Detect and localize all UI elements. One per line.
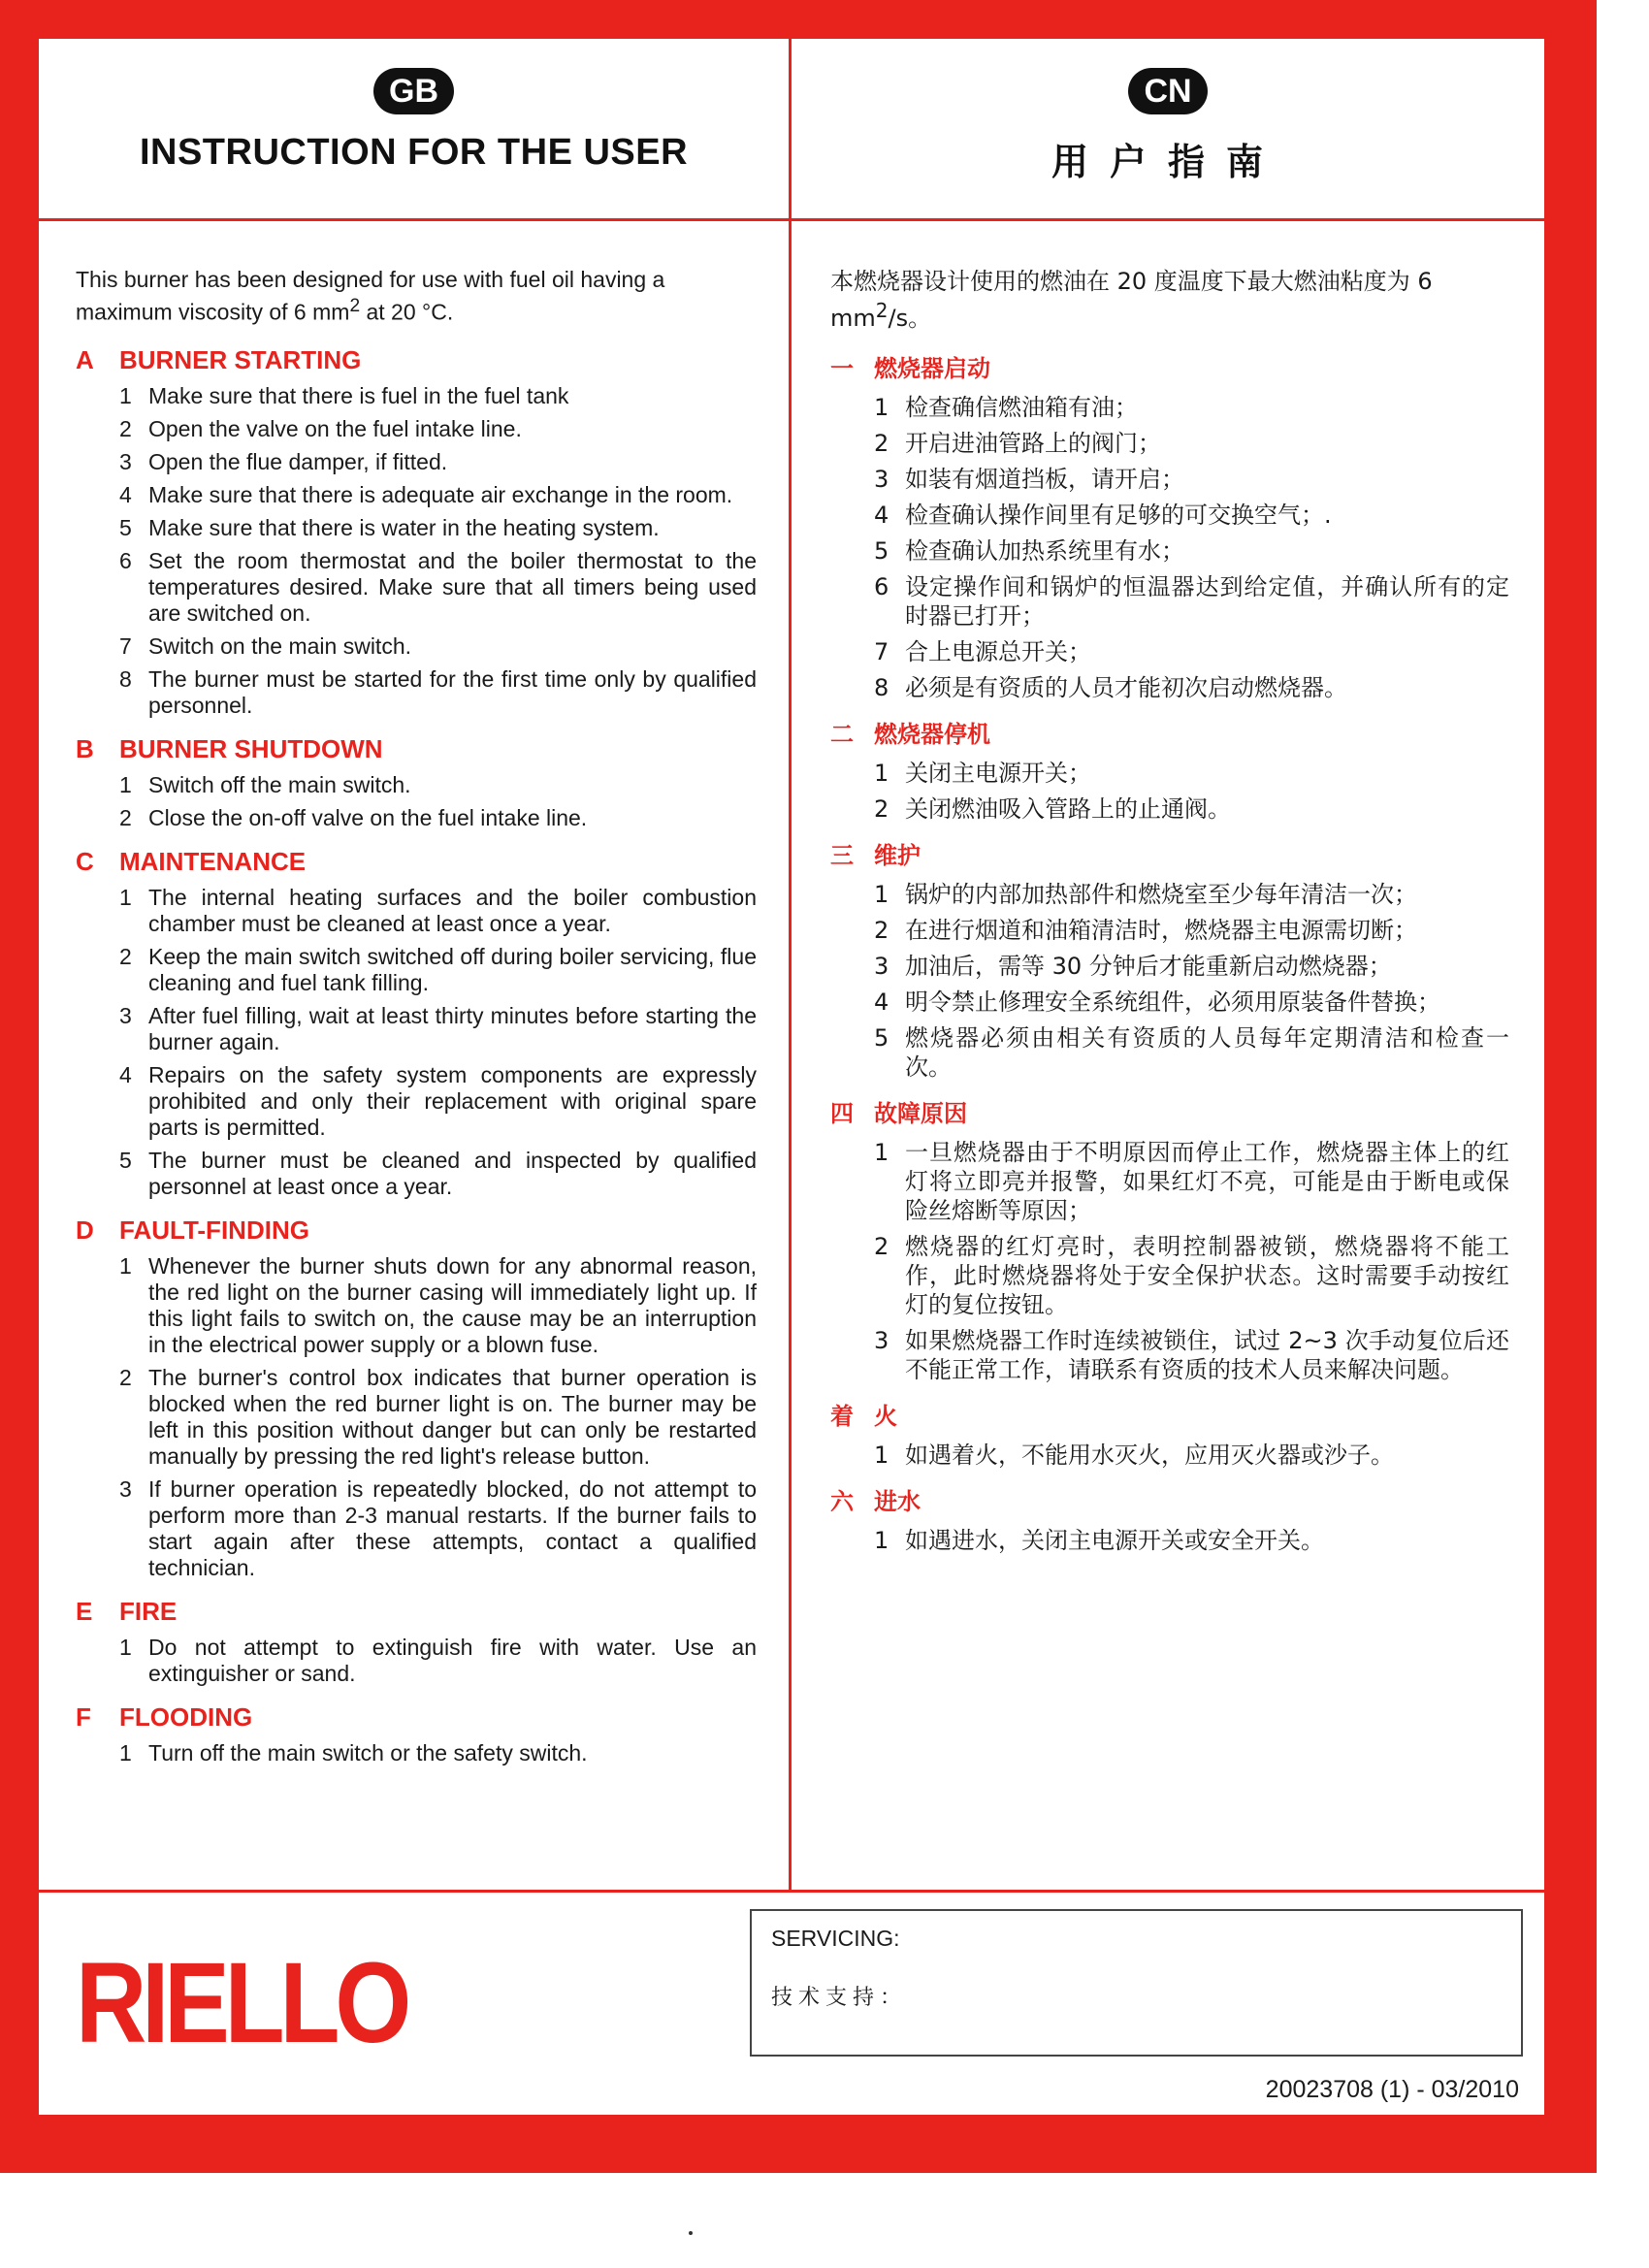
gb-badge: GB	[373, 68, 454, 114]
section-heading	[830, 720, 1509, 749]
item-text: The burner must be started for the first time only by qualified personnel.	[148, 665, 757, 718]
list-item	[830, 393, 1509, 422]
section-title: BURNER STARTING	[119, 344, 362, 374]
list-item	[830, 1526, 1509, 1555]
item-number: 5	[119, 514, 132, 540]
english-intro	[76, 267, 757, 326]
chinese-body	[830, 267, 1509, 1572]
item-text: 锅炉的内部加热部件和燃烧室至少每年清洁一次；	[905, 881, 1417, 908]
item-text: 在进行烟道和油箱清洁时，燃烧器主电源需切断；	[905, 917, 1417, 944]
footer-divider	[39, 1890, 1544, 1893]
list-item	[76, 666, 757, 719]
section-title: FLOODING	[119, 1701, 253, 1732]
list-item	[830, 465, 1509, 494]
section	[830, 354, 1509, 702]
list-item	[830, 501, 1509, 530]
section-letter: 六	[830, 1488, 854, 1515]
item-text: Close the on-off valve on the fuel intake line.	[148, 804, 588, 830]
item-text: Whenever the burner shuts down for any abnormal reason, the red light on the burner casing will immediately light up. If this light fails to switch on, the cause may be an interruption in the electrical power supply or a blown fuse.	[148, 1252, 757, 1357]
section-items	[76, 1635, 757, 1687]
list-item	[76, 1635, 757, 1687]
section-heading	[76, 1596, 757, 1626]
item-text: 如果燃烧器工作时连续被锁住，试过 2~3 次手动复位后还不能正常工作，请联系有资质的技术人员来解决问题。	[905, 1327, 1509, 1383]
item-number: 5	[874, 1024, 889, 1052]
document-code: 20023708 (1) - 03/2010	[1265, 2076, 1519, 2103]
section-title: 故障原因	[874, 1100, 967, 1127]
section-title: MAINTENANCE	[119, 846, 307, 876]
list-item	[76, 1740, 757, 1766]
item-text: Keep the main switch switched off during boiler servicing, flue cleaning and fuel tank filling.	[148, 943, 757, 995]
section	[76, 733, 757, 831]
item-text: Repairs on the safety system components are expressly prohibited and only their replacement with original spare parts is permitted.	[148, 1061, 757, 1140]
section	[76, 1596, 757, 1687]
section-heading	[830, 1487, 1509, 1516]
item-text: Switch on the main switch.	[148, 632, 412, 659]
section-items	[76, 1253, 757, 1581]
item-text: The internal heating surfaces and the boiler combustion chamber must be cleaned at least once a year.	[148, 884, 757, 936]
item-number: 7	[874, 638, 889, 665]
english-header	[39, 68, 789, 174]
section-letter: B	[76, 733, 94, 763]
section-title: BURNER SHUTDOWN	[119, 733, 383, 763]
item-number: 3	[119, 1002, 132, 1028]
list-item	[830, 952, 1509, 981]
item-text: 一旦燃烧器由于不明原因而停止工作，燃烧器主体上的红灯将立即亮并报警，如果红灯不亮，可能是由于断电或保险丝熔断等原因；	[905, 1139, 1509, 1224]
item-number: 1	[119, 771, 132, 797]
section-heading	[76, 1217, 757, 1244]
english-title: INSTRUCTION FOR THE USER	[139, 132, 689, 173]
item-number: 8	[119, 665, 132, 692]
section-title: FAULT-FINDING	[119, 1215, 309, 1245]
item-text: Open the valve on the fuel intake line.	[148, 415, 522, 441]
section-items	[830, 759, 1509, 824]
section	[830, 1487, 1509, 1555]
item-number: 2	[119, 943, 132, 969]
document-page	[39, 39, 1544, 2115]
list-item	[830, 988, 1509, 1017]
item-number: 5	[874, 537, 889, 565]
section	[830, 720, 1509, 824]
item-text: 如遇进水，关闭主电源开关或安全开关。	[905, 1527, 1324, 1554]
item-text: After fuel filling, wait at least thirty minutes before starting the burner again.	[148, 1002, 757, 1054]
item-text: Set the room thermostat and the boiler thermostat to the temperatures desired. Make sure that all timers being used are switched on.	[148, 547, 757, 626]
item-number: 2	[119, 1364, 132, 1390]
section	[76, 846, 757, 1200]
item-number: 2	[874, 795, 889, 823]
list-item	[76, 449, 757, 475]
item-number: 4	[874, 988, 889, 1016]
list-item	[76, 772, 757, 798]
section-heading	[830, 1099, 1509, 1128]
section-items	[830, 880, 1509, 1082]
section	[830, 841, 1509, 1082]
section	[76, 344, 757, 719]
list-item	[830, 1138, 1509, 1225]
item-number: 7	[119, 632, 132, 659]
list-item	[830, 880, 1509, 909]
intro-text-end: at 20 °C.	[360, 299, 454, 325]
speck	[689, 2231, 693, 2235]
list-item	[830, 794, 1509, 824]
section-heading	[830, 1402, 1509, 1431]
intro-text: This burner has been designed for use with fuel oil having a maximum viscosity of 6 mm	[76, 267, 665, 325]
item-number: 1	[874, 1139, 889, 1166]
item-text: 合上电源总开关；	[905, 638, 1091, 665]
item-text: 检查确信燃油箱有油；	[905, 394, 1138, 421]
section-items	[830, 1138, 1509, 1384]
item-number: 5	[119, 1147, 132, 1173]
section-letter: 一	[830, 355, 854, 382]
section-letter: C	[76, 846, 94, 876]
item-number: 2	[874, 430, 889, 457]
servicing-label-cn: 技术支持：	[771, 1986, 908, 2010]
list-item	[76, 548, 757, 627]
item-text: Do not attempt to extinguish fire with water. Use an extinguisher or sand.	[148, 1634, 757, 1686]
list-item	[76, 1365, 757, 1470]
item-number: 3	[119, 1475, 132, 1502]
cn-badge: CN	[1128, 68, 1207, 114]
item-number: 1	[874, 881, 889, 908]
intro-text-end: /s。	[888, 305, 932, 332]
item-number: 1	[119, 1252, 132, 1279]
list-item	[76, 1062, 757, 1141]
section-items	[830, 1441, 1509, 1470]
english-body	[76, 267, 757, 1784]
english-sections	[76, 344, 757, 1766]
section-letter: 着	[830, 1403, 854, 1430]
item-number: 1	[874, 394, 889, 421]
list-item	[830, 759, 1509, 788]
item-number: 1	[119, 1739, 132, 1766]
item-number: 6	[874, 573, 889, 600]
item-text: 加油后，需等 30 分钟后才能重新启动燃烧器；	[905, 953, 1392, 980]
item-number: 2	[119, 415, 132, 441]
item-text: If burner operation is repeatedly blocked, do not attempt to perform more than 2-3 manual restarts. If the burner fails to start again after these attempts, contact a qualified technician.	[148, 1475, 757, 1580]
item-text: Make sure that there is water in the heating system.	[148, 514, 660, 540]
chinese-title: 用户指南	[1051, 141, 1284, 183]
item-text: 必须是有资质的人员才能初次启动燃烧器。	[905, 674, 1347, 701]
section-items	[76, 383, 757, 719]
list-item	[76, 1148, 757, 1200]
item-text: 如装有烟道挡板，请开启；	[905, 466, 1184, 493]
section-heading	[76, 1701, 757, 1732]
list-item	[830, 536, 1509, 566]
item-text: The burner must be cleaned and inspected by qualified personnel at least once a year.	[148, 1147, 757, 1199]
section	[830, 1402, 1509, 1470]
item-text: Make sure that there is fuel in the fuel tank	[148, 382, 569, 408]
chinese-intro	[830, 267, 1509, 333]
item-number: 3	[874, 1327, 889, 1354]
section-items	[76, 885, 757, 1200]
intro-sup: 2	[349, 296, 361, 316]
section-heading	[76, 344, 757, 374]
item-text: Turn off the main switch or the safety switch.	[148, 1739, 588, 1766]
column-divider	[789, 39, 792, 1890]
list-item	[76, 885, 757, 937]
list-item	[830, 572, 1509, 631]
section-letter: 四	[830, 1100, 854, 1127]
item-text: 如遇着火，不能用水灭火，应用灭火器或沙子。	[905, 1442, 1394, 1469]
item-number: 1	[874, 1527, 889, 1554]
item-number: 8	[874, 674, 889, 701]
section-letter: 二	[830, 721, 854, 748]
item-text: 燃烧器的红灯亮时，表明控制器被锁，燃烧器将不能工作，此时燃烧器将处于安全保护状态。这时需要手动按红灯的复位按钮。	[905, 1233, 1509, 1318]
item-number: 1	[119, 884, 132, 910]
section-items	[76, 1740, 757, 1766]
list-item	[830, 1232, 1509, 1319]
section-letter: D	[76, 1215, 94, 1245]
section-title: 火	[874, 1403, 897, 1430]
section-heading	[830, 841, 1509, 870]
section	[830, 1099, 1509, 1384]
list-item	[76, 1253, 757, 1358]
list-item	[830, 637, 1509, 666]
list-item	[76, 1003, 757, 1055]
servicing-box	[750, 1909, 1523, 2057]
list-item	[76, 482, 757, 508]
item-number: 1	[119, 382, 132, 408]
list-item	[830, 916, 1509, 945]
item-text: 检查确认操作间里有足够的可交换空气；.	[905, 502, 1332, 529]
item-text: 关闭燃油吸入管路上的止通阀。	[905, 795, 1231, 823]
header-divider	[39, 218, 1544, 221]
section-heading	[76, 846, 757, 876]
item-number: 4	[119, 481, 132, 507]
section-heading	[76, 733, 757, 763]
item-text: 关闭主电源开关；	[905, 760, 1091, 787]
item-number: 4	[874, 502, 889, 529]
item-number: 1	[119, 1634, 132, 1660]
list-item	[76, 383, 757, 409]
section-heading	[830, 354, 1509, 383]
item-text: The burner's control box indicates that burner operation is blocked when the red burner light is on. The burner may be left in this position without danger but can only be restarted manually by pressing the red light's release button.	[148, 1364, 757, 1469]
item-text: 开启进油管路上的阀门；	[905, 430, 1161, 457]
section-letter: F	[76, 1701, 91, 1732]
item-number: 2	[874, 917, 889, 944]
servicing-label: SERVICING:	[771, 1926, 900, 1951]
section-title: FIRE	[119, 1596, 178, 1626]
item-number: 4	[119, 1061, 132, 1087]
item-number: 6	[119, 547, 132, 573]
list-item	[76, 416, 757, 442]
item-text: 设定操作间和锅炉的恒温器达到给定值，并确认所有的定时器已打开；	[905, 573, 1509, 630]
list-item	[76, 1476, 757, 1581]
item-text: 检查确认加热系统里有水；	[905, 537, 1184, 565]
section-items	[830, 1526, 1509, 1555]
item-number: 1	[874, 760, 889, 787]
item-number: 2	[119, 804, 132, 830]
item-text: 燃烧器必须由相关有资质的人员每年定期清洁和检查一次。	[905, 1024, 1509, 1081]
chinese-header	[792, 68, 1544, 185]
item-number: 3	[874, 466, 889, 493]
section-title: 维护	[874, 842, 921, 869]
section-title: 进水	[874, 1488, 921, 1515]
list-item	[830, 673, 1509, 702]
list-item	[76, 944, 757, 996]
item-text: Open the flue damper, if fitted.	[148, 448, 448, 474]
intro-sup: 2	[875, 299, 889, 322]
item-text: 明令禁止修理安全系统组件，必须用原装备件替换；	[905, 988, 1440, 1016]
item-number: 1	[874, 1442, 889, 1469]
list-item	[76, 515, 757, 541]
section-items	[830, 393, 1509, 702]
intro-text: 本燃烧器设计使用的燃油在 20 度温度下最大燃油粘度为 6 mm	[830, 268, 1433, 332]
item-text: Make sure that there is adequate air exchange in the room.	[148, 481, 733, 507]
list-item	[830, 429, 1509, 458]
list-item	[830, 1441, 1509, 1470]
item-number: 2	[874, 1233, 889, 1260]
section	[76, 1217, 757, 1581]
section-title: 燃烧器停机	[874, 721, 990, 748]
section-letter: E	[76, 1596, 93, 1626]
section-letter: A	[76, 344, 94, 374]
section-letter: 三	[830, 842, 854, 869]
item-number: 3	[119, 448, 132, 474]
section-items	[76, 772, 757, 831]
chinese-sections	[830, 354, 1509, 1555]
list-item	[830, 1326, 1509, 1384]
list-item	[76, 805, 757, 831]
section	[76, 1701, 757, 1766]
list-item	[76, 633, 757, 660]
item-number: 3	[874, 953, 889, 980]
riello-logo: RIELLO	[76, 1939, 407, 2067]
item-text: Switch off the main switch.	[148, 771, 411, 797]
list-item	[830, 1023, 1509, 1082]
section-title: 燃烧器启动	[874, 355, 990, 382]
